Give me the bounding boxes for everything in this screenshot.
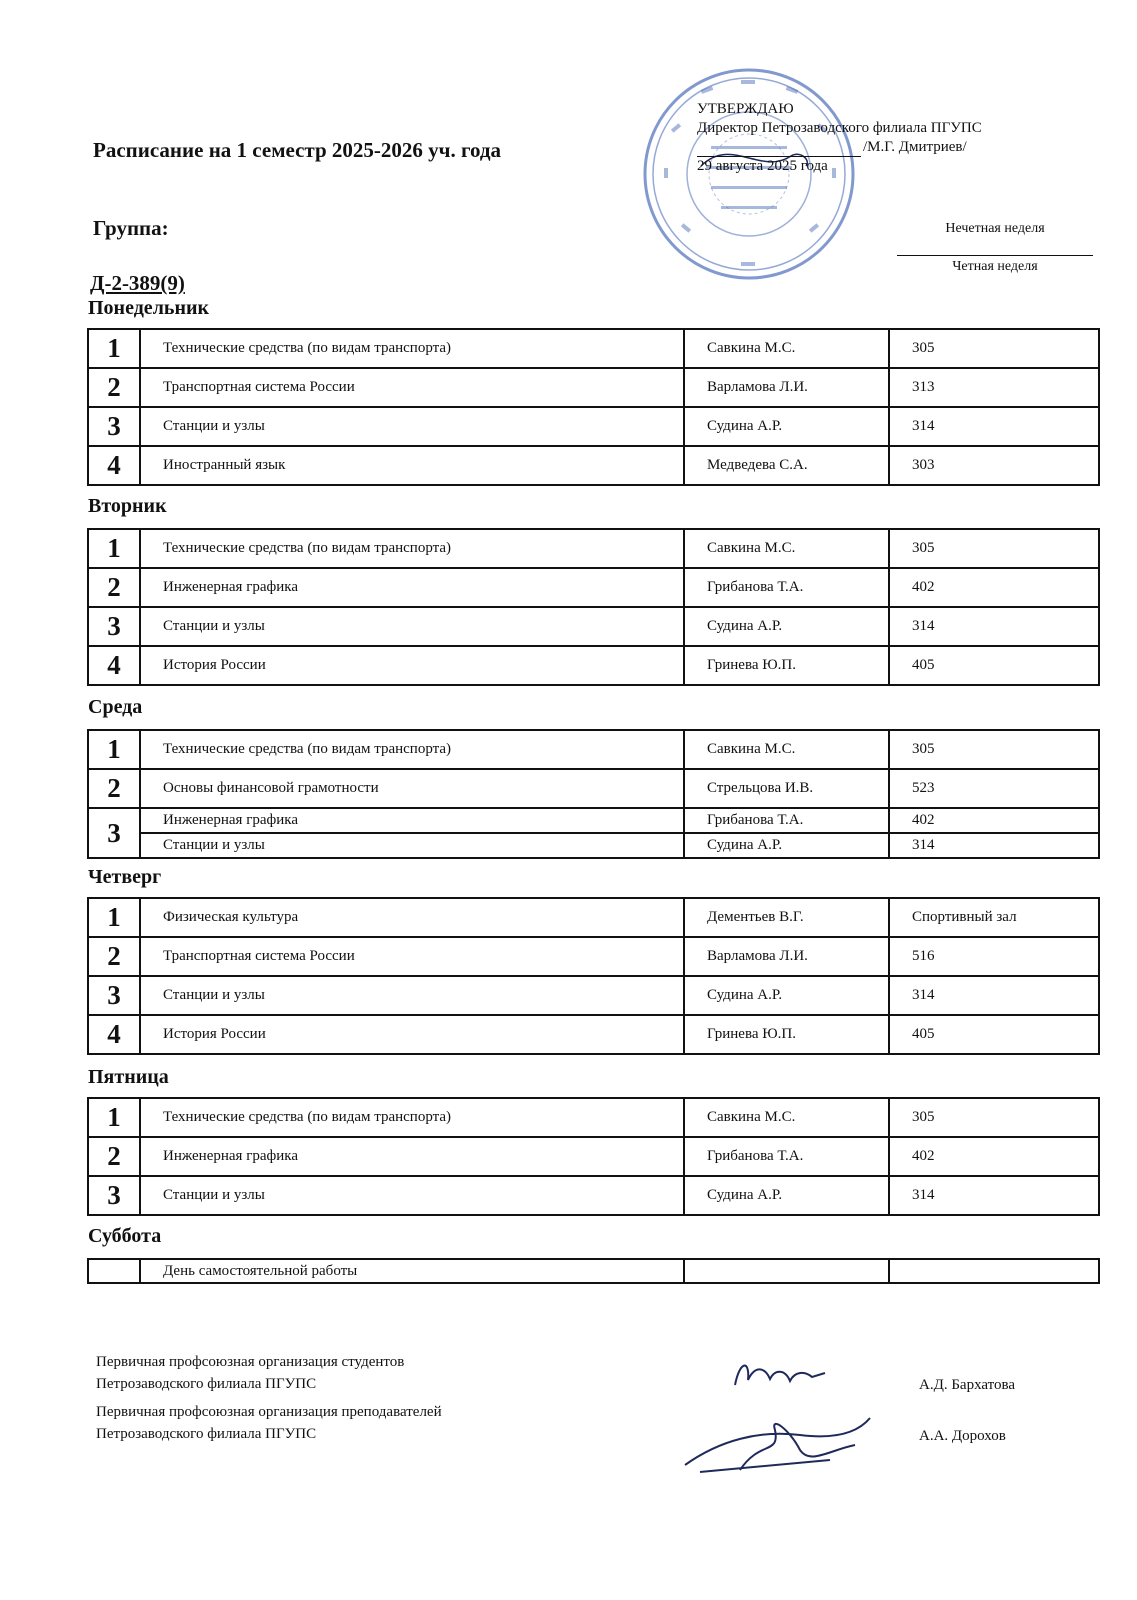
signature-icon xyxy=(680,1410,880,1480)
lesson-number: 2 xyxy=(88,368,140,407)
schedule-table-thursday xyxy=(87,897,1100,1055)
lesson-number: 1 xyxy=(88,529,140,568)
students-union-line2: Петрозаводского филиала ПГУПС xyxy=(96,1376,317,1392)
week-divider xyxy=(897,255,1093,256)
teacher-cell: Стрельцова И.В. xyxy=(684,769,889,808)
odd-week-label: Нечетная неделя xyxy=(945,221,1045,236)
table-row xyxy=(88,529,1099,568)
teacher-cell xyxy=(684,1259,889,1283)
subject-cell: История России xyxy=(140,1015,684,1054)
teacher-split-cell xyxy=(684,808,889,858)
schedule-table-saturday xyxy=(87,1258,1100,1284)
day-heading-wednesday: Среда xyxy=(88,696,143,718)
subject-split-cell xyxy=(140,808,684,858)
subject-cell: Технические средства (по видам транспорта) xyxy=(140,529,684,568)
table-row xyxy=(88,730,1099,769)
schedule-table-wednesday xyxy=(87,729,1100,859)
lesson-number: 3 xyxy=(88,976,140,1015)
schedule-table-friday xyxy=(87,1097,1100,1216)
lesson-number: 3 xyxy=(88,1176,140,1215)
room-cell: 402 xyxy=(889,568,1099,607)
table-row xyxy=(88,1176,1099,1215)
teachers-union-line1: Первичная профсоюзная организация преподавателей xyxy=(96,1404,442,1420)
table-row xyxy=(88,568,1099,607)
room-odd-week: 402 xyxy=(890,809,1098,834)
table-row xyxy=(88,1137,1099,1176)
subject-cell: Станции и узлы xyxy=(140,1176,684,1215)
subject-cell: Технические средства (по видам транспорта) xyxy=(140,730,684,769)
room-cell: 305 xyxy=(889,329,1099,368)
teacher-cell: Грибанова Т.А. xyxy=(684,568,889,607)
room-cell: 314 xyxy=(889,976,1099,1015)
lesson-number: 4 xyxy=(88,646,140,685)
group-label: Группа: xyxy=(93,216,169,240)
approval-date: 29 августа 2025 года xyxy=(697,158,828,174)
room-cell: 305 xyxy=(889,1098,1099,1137)
approval-signer: /М.Г. Дмитриев/ xyxy=(863,139,967,155)
lesson-number: 4 xyxy=(88,446,140,485)
lesson-number: 3 xyxy=(88,407,140,446)
table-row xyxy=(88,607,1099,646)
teacher-cell: Савкина М.С. xyxy=(684,329,889,368)
subject-cell: Транспортная система России xyxy=(140,937,684,976)
subject-cell: День самостоятельной работы xyxy=(140,1259,684,1283)
students-union-line1: Первичная профсоюзная организация студентов xyxy=(96,1354,405,1370)
subject-odd-week: Инженерная графика xyxy=(141,809,683,834)
table-row xyxy=(88,368,1099,407)
schedule-table-tuesday xyxy=(87,528,1100,686)
teacher-cell: Дементьев В.Г. xyxy=(684,898,889,937)
group-code: Д-2-389(9) xyxy=(90,271,185,295)
table-row xyxy=(88,808,1099,858)
lesson-number: 2 xyxy=(88,937,140,976)
subject-cell: Инженерная графика xyxy=(140,568,684,607)
teacher-odd-week: Грибанова Т.А. xyxy=(685,809,888,834)
subject-cell: Иностранный язык xyxy=(140,446,684,485)
teachers-union-block xyxy=(96,1401,442,1445)
room-cell: 305 xyxy=(889,529,1099,568)
day-heading-thursday: Четверг xyxy=(88,866,162,888)
room-split-cell xyxy=(889,808,1099,858)
teacher-cell: Варламова Л.И. xyxy=(684,937,889,976)
even-week-label: Четная неделя xyxy=(952,259,1038,274)
schedule-table-monday xyxy=(87,328,1100,486)
lesson-number: 1 xyxy=(88,730,140,769)
table-row xyxy=(88,1098,1099,1137)
table-row xyxy=(88,407,1099,446)
room-even-week: 314 xyxy=(912,837,935,853)
room-cell: 314 xyxy=(889,407,1099,446)
subject-cell: История России xyxy=(140,646,684,685)
students-union-block xyxy=(96,1351,404,1395)
room-cell: 523 xyxy=(889,769,1099,808)
room-cell: 405 xyxy=(889,1015,1099,1054)
day-heading-monday: Понедельник xyxy=(88,297,210,319)
room-cell: 516 xyxy=(889,937,1099,976)
lesson-number: 3 xyxy=(88,808,140,858)
lesson-number: 2 xyxy=(88,1137,140,1176)
lesson-number: 1 xyxy=(88,1098,140,1137)
lesson-number: 4 xyxy=(88,1015,140,1054)
teacher-cell: Савкина М.С. xyxy=(684,1098,889,1137)
table-row xyxy=(88,1259,1099,1283)
teacher-cell: Гринева Ю.П. xyxy=(684,1015,889,1054)
table-row xyxy=(88,1015,1099,1054)
teacher-cell: Судина А.Р. xyxy=(684,607,889,646)
signature-icon xyxy=(730,1355,830,1395)
approval-position: Директор Петрозаводского филиала ПГУПС xyxy=(697,120,982,136)
teacher-cell: Гринева Ю.П. xyxy=(684,646,889,685)
lesson-number xyxy=(88,1259,140,1283)
subject-cell: Физическая культура xyxy=(140,898,684,937)
lesson-number: 2 xyxy=(88,769,140,808)
table-row xyxy=(88,937,1099,976)
lesson-number: 1 xyxy=(88,898,140,937)
page-title: Расписание на 1 семестр 2025-2026 уч. года xyxy=(93,138,502,162)
table-row xyxy=(88,898,1099,937)
subject-cell: Транспортная система России xyxy=(140,368,684,407)
room-cell: 402 xyxy=(889,1137,1099,1176)
lesson-number: 3 xyxy=(88,607,140,646)
table-row xyxy=(88,976,1099,1015)
room-cell xyxy=(889,1259,1099,1283)
table-row xyxy=(88,329,1099,368)
room-cell: 305 xyxy=(889,730,1099,769)
approval-block xyxy=(697,100,982,176)
room-cell: 314 xyxy=(889,607,1099,646)
teacher-cell: Медведева С.А. xyxy=(684,446,889,485)
students-union-signer: А.Д. Бархатова xyxy=(919,1377,1016,1393)
teacher-even-week: Судина А.Р. xyxy=(707,837,783,853)
teacher-cell: Судина А.Р. xyxy=(684,976,889,1015)
day-heading-saturday: Суббота xyxy=(88,1225,162,1247)
subject-cell: Инженерная графика xyxy=(140,1137,684,1176)
subject-cell: Технические средства (по видам транспорта) xyxy=(140,1098,684,1137)
lesson-number: 1 xyxy=(88,329,140,368)
subject-even-week: Станции и узлы xyxy=(163,837,265,853)
table-row xyxy=(88,646,1099,685)
table-row xyxy=(88,446,1099,485)
room-cell: 314 xyxy=(889,1176,1099,1215)
teacher-cell: Судина А.Р. xyxy=(684,407,889,446)
subject-cell: Технические средства (по видам транспорта) xyxy=(140,329,684,368)
room-cell: Спортивный зал xyxy=(889,898,1099,937)
subject-cell: Станции и узлы xyxy=(140,976,684,1015)
table-row xyxy=(88,769,1099,808)
room-cell: 405 xyxy=(889,646,1099,685)
day-heading-tuesday: Вторник xyxy=(88,495,167,517)
approval-signature-line xyxy=(697,138,982,157)
approval-heading: УТВЕРЖДАЮ xyxy=(697,101,794,117)
subject-cell: Основы финансовой грамотности xyxy=(140,769,684,808)
teacher-cell: Савкина М.С. xyxy=(684,730,889,769)
teacher-cell: Савкина М.С. xyxy=(684,529,889,568)
room-cell: 313 xyxy=(889,368,1099,407)
teacher-cell: Варламова Л.И. xyxy=(684,368,889,407)
teachers-union-line2: Петрозаводского филиала ПГУПС xyxy=(96,1426,317,1442)
subject-cell: Станции и узлы xyxy=(140,607,684,646)
signature-underline xyxy=(697,142,861,157)
day-heading-friday: Пятница xyxy=(88,1066,169,1088)
teacher-cell: Судина А.Р. xyxy=(684,1176,889,1215)
room-cell: 303 xyxy=(889,446,1099,485)
subject-cell: Станции и узлы xyxy=(140,407,684,446)
lesson-number: 2 xyxy=(88,568,140,607)
teachers-union-signer: А.А. Дорохов xyxy=(919,1428,1006,1444)
teacher-cell: Грибанова Т.А. xyxy=(684,1137,889,1176)
